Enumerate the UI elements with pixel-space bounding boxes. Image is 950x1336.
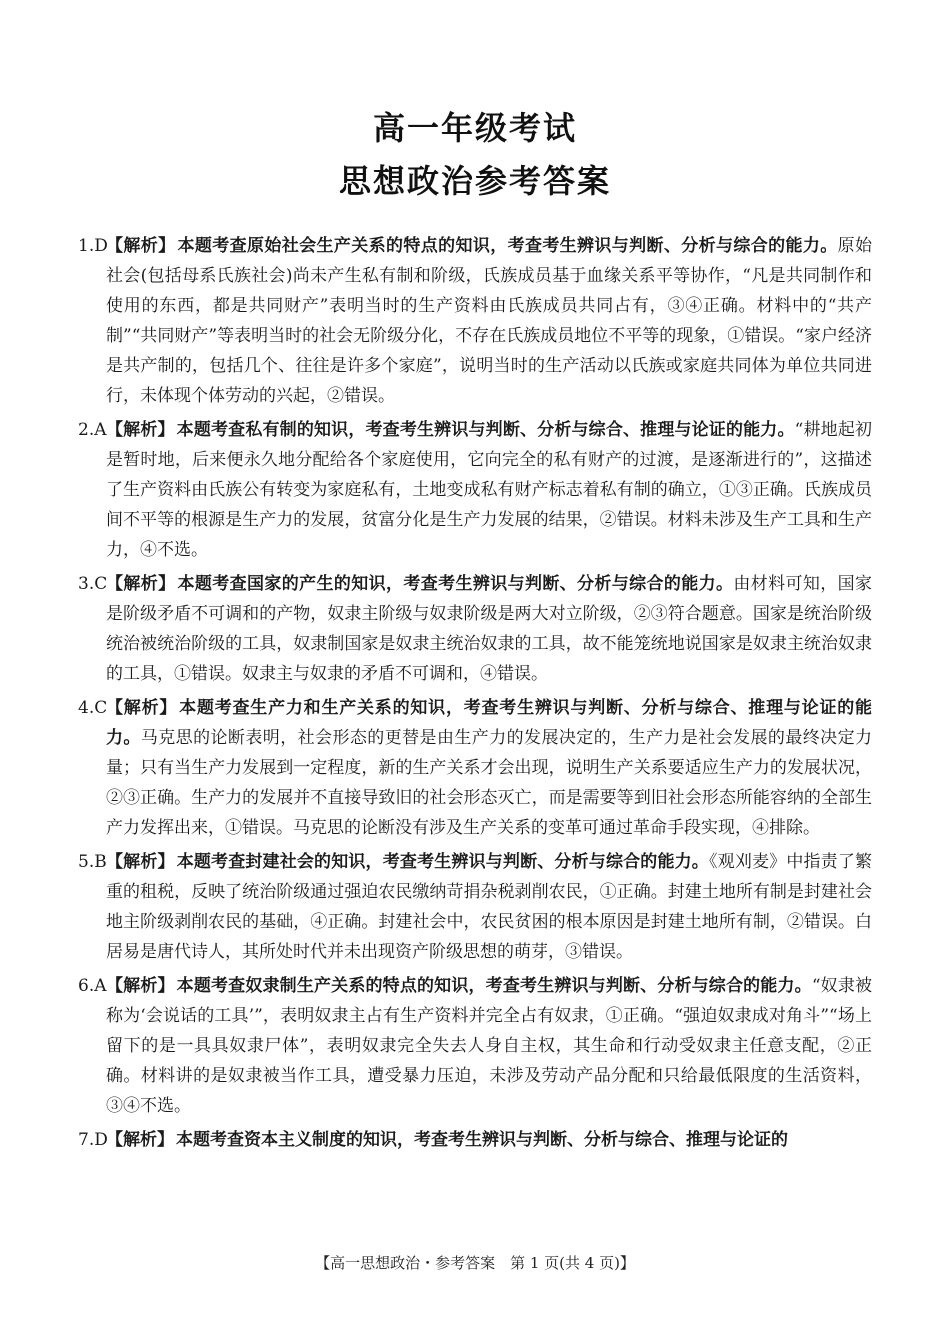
- answer-number: 4.C: [78, 698, 108, 718]
- answer-body: “耕地起初是暂时地，后来便永久地分配给各个家庭使用，它向完全的私有财产的过渡，是逐渐进行的”，这描述了生产资料由氏族公有转变为家庭私有，土地变成私有财产标志着私有制的确立，①③正确。氏族成员间不平等的根源是生产力的发展，贫富分化是生产力发展的结果，②错误。材料未涉及生产工具和生产力，④不选。: [106, 420, 872, 560]
- analysis-tag: 【解析】: [106, 236, 176, 256]
- answer-item-6: [78, 971, 872, 1121]
- answer-focus: 本题考查原始社会生产关系的特点的知识，考查考生辨识与判断、分析与综合的能力。: [177, 236, 838, 256]
- answer-number: 3.C: [78, 574, 108, 594]
- answer-body: 马克思的论断表明，社会形态的更替是由生产力的发展决定的，生产力是社会发展的最终决定力量；只有当生产力发展到一定程度，新的生产关系才会出现，说明生产关系要适应生产力的发展状况，②③正确。生产力的发展并不直接导致旧的社会形态灭亡，而是需要等到旧社会形态所能容纳的全部生产力发挥出来，①错误。马克思的论断没有涉及生产关系的变革可通过革命手段实现，④排除。: [106, 728, 873, 838]
- answer-number: 5.B: [78, 852, 107, 872]
- answer-body: 由材料可知，国家是阶级矛盾不可调和的产物，奴隶主阶级与奴隶阶级是两大对立阶级，②③符合题意。国家是统治阶级统治被统治阶级的工具，奴隶制国家是奴隶主统治奴隶的工具，故不能笼统地说国家是奴隶主统治奴隶的工具，①错误。奴隶主与奴隶的矛盾不可调和，④错误。: [106, 574, 873, 684]
- answer-item-1: [78, 231, 872, 411]
- analysis-tag: 【解析】: [106, 698, 178, 718]
- answer-body: “奴隶被称为‘会说话的工具’”，表明奴隶主占有生产资料并完全占有奴隶，①正确。“强迫奴隶成对角斗”“场上留下的是一具具奴隶尸体”，表明奴隶完全失去人身自主权，其生命和行动受奴隶主任意支配，②正确。材料讲的是奴隶被当作工具，遭受暴力压迫，未涉及劳动产品分配和只给最低限度的生活资料，③④不选。: [106, 976, 873, 1116]
- analysis-tag: 【解析】: [106, 420, 175, 440]
- page-footer: 【高一思想政治・参考答案 第 1 页(共 4 页)】: [315, 1254, 635, 1272]
- answer-body: 原始社会(包括母系氏族社会)尚未产生私有制和阶级，氏族成员基于血缘关系平等协作，“凡是共同制作和使用的东西，都是共同财产”表明当时的生产资料由氏族成员共同占有，③④正确。材料中的“共产制”“共同财产”等表明当时的社会无阶级分化，不存在氏族成员地位不平等的现象，①错误。“家户经济是共产制的，包括几个、往往是许多个家庭”，说明当时的生产活动以氏族或家庭共同体为单位共同进行，未体现个体劳动的兴起，②错误。: [106, 236, 873, 406]
- answer-body: 《观刈麦》中指责了繁重的租税，反映了统治阶级通过强迫农民缴纳苛捐杂税剥削农民，①正确。封建土地所有制是封建社会地主阶级剥削农民的基础，④正确。封建社会中，农民贫困的根本原因是封建土地所有制，②错误。白居易是唐代诗人，其所处时代并未出现资产阶级思想的萌芽，③错误。: [106, 852, 873, 962]
- analysis-tag: 【解析】: [106, 976, 175, 996]
- answer-item-5: [78, 847, 872, 967]
- answer-number: 1.D: [78, 236, 108, 256]
- analysis-tag: 【解析】: [106, 852, 175, 872]
- answer-focus: 本题考查奴隶制生产关系的特点的知识，考查考生辨识与判断、分析与综合的能力。: [176, 976, 812, 996]
- answer-number: 2.A: [78, 420, 107, 440]
- answer-item-7: [78, 1125, 872, 1155]
- analysis-tag: 【解析】: [106, 1130, 174, 1150]
- answer-focus: 本题考查国家的产生的知识，考查考生辨识与判断、分析与综合的能力。: [177, 574, 734, 594]
- answer-number: 7.D: [78, 1130, 108, 1150]
- answer-item-3: [78, 569, 872, 689]
- analysis-tag: 【解析】: [106, 574, 176, 594]
- answer-number: 6.A: [78, 976, 107, 996]
- answer-focus: 本题考查私有制的知识，考查考生辨识与判断、分析与综合、推理与论证的能力。: [176, 420, 795, 440]
- answer-item-2: [78, 415, 872, 565]
- answer-focus: 本题考查封建社会的知识，考查考生辨识与判断、分析与综合的能力。: [176, 852, 709, 872]
- page-title: 高一年级考试: [372, 109, 577, 147]
- page-subtitle: 思想政治参考答案: [338, 162, 611, 200]
- answer-item-4: [78, 693, 872, 843]
- answer-list: [78, 231, 872, 1159]
- answer-focus: 本题考查生产力和生产关系的知识，考查考生辨识与判断、分析与综合、推理与论证的能力。: [106, 698, 873, 748]
- answer-focus: 本题考查资本主义制度的知识，考查考生辨识与判断、分析与综合、推理与论证的: [176, 1130, 788, 1150]
